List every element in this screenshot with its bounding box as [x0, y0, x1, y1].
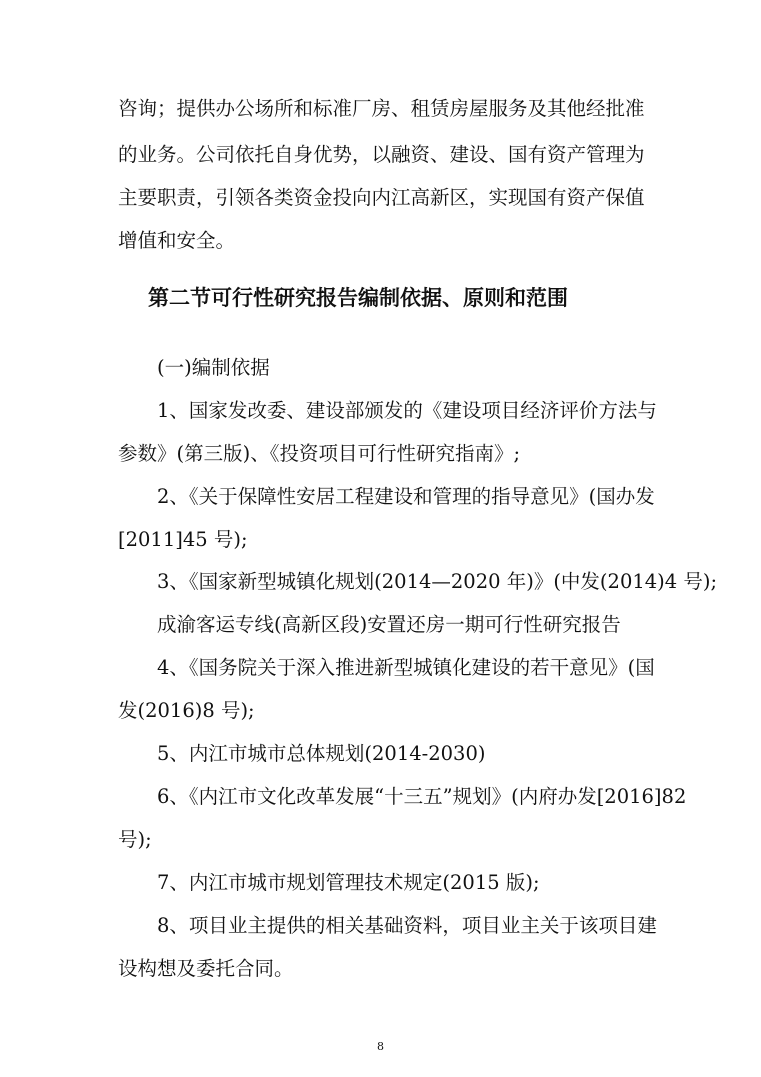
subsection-heading: (一)编制依据: [157, 356, 270, 379]
list-item: 6、《内江市文化改革发展“十三五”规划》(内府办发[2016]82: [157, 785, 687, 808]
list-item: 5、内江市城市总体规划(2014-2030): [157, 742, 486, 765]
list-item: 8、项目业主提供的相关基础资料，项目业主关于该项目建: [157, 914, 657, 937]
paragraph-line: 的业务。公司依托自身优势，以融资、建设、国有资产管理为: [118, 143, 645, 166]
list-item: 设构想及委托合同。: [118, 957, 294, 980]
list-item: 4、《国务院关于深入推进新型城镇化建设的若干意见》(国: [157, 656, 655, 679]
list-item: 7、内江市城市规划管理技术规定(2015 版);: [157, 871, 540, 894]
paragraph-line: 主要职责，引领各类资金投向内江高新区，实现国有资产保值: [118, 186, 645, 209]
list-item: 3、《国家新型城镇化规划(2014—2020 年)》(中发(2014)4 号);: [157, 570, 718, 593]
paragraph-line: 咨询；提供办公场所和标准厂房、租赁房屋服务及其他经批准: [118, 97, 645, 120]
running-header-text: 成渝客运专线(高新区段)安置还房一期可行性研究报告: [157, 613, 621, 636]
list-item: 2、《关于保障性安居工程建设和管理的指导意见》(国办发: [157, 485, 655, 508]
paragraph-line: 增值和安全。: [118, 229, 236, 252]
section-heading: 第二节可行性研究报告编制依据、原则和范围: [148, 285, 568, 310]
list-item: 号);: [118, 828, 152, 851]
list-item: 1、国家发改委、建设部颁发的《建设项目经济评价方法与: [157, 399, 657, 422]
page-number: 8: [377, 1040, 384, 1053]
list-item: 发(2016)8 号);: [118, 699, 255, 722]
list-item: [2011]45 号);: [118, 528, 248, 551]
list-item: 参数》(第三版)、《投资项目可行性研究指南》;: [118, 442, 521, 465]
